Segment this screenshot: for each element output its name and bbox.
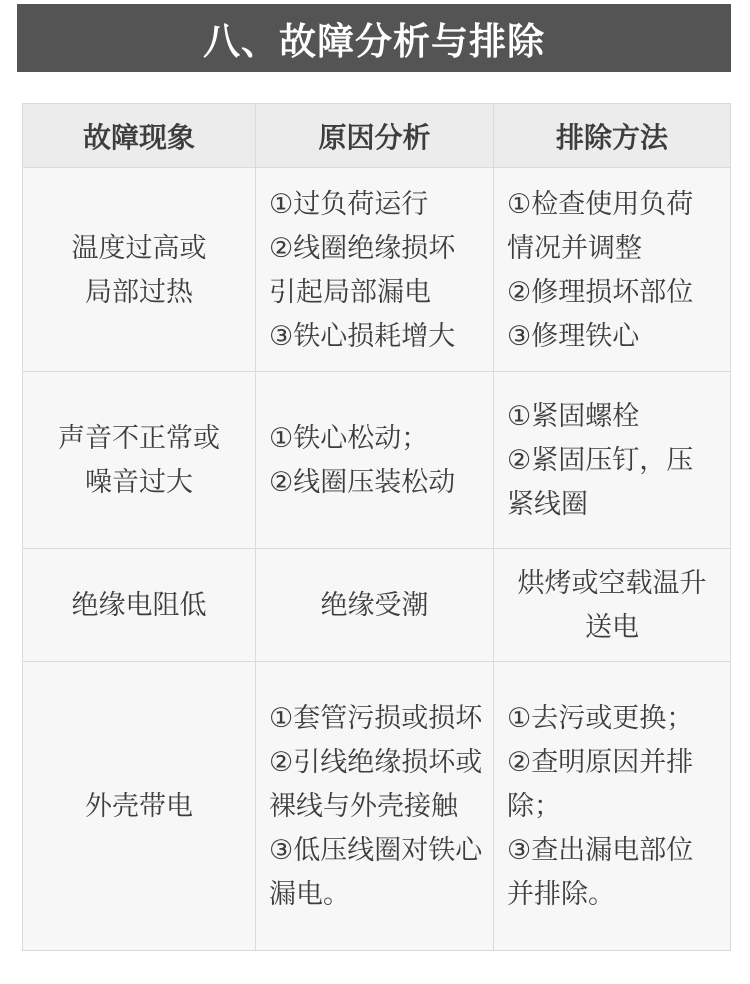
cell-phenomenon [23, 662, 256, 951]
column-header-method: 排除方法 [494, 104, 731, 168]
text-line: 噪音过大 [85, 467, 193, 497]
table-row [23, 372, 731, 549]
cell-phenomenon [23, 549, 256, 662]
text-line: ②查明原因并排 [507, 747, 694, 777]
column-header-cause: 原因分析 [256, 104, 494, 168]
text-line: 烘烤或空载温升 [517, 568, 707, 598]
text-line: ③低压线圈对铁心 [269, 835, 483, 865]
cell-method [494, 549, 731, 662]
text-line: ①过负荷运行 [269, 188, 429, 219]
text-line: 绝缘电阻低 [71, 590, 207, 620]
text-line: 绝缘受潮 [320, 590, 429, 620]
text-line: ②修理损坏部位 [507, 276, 694, 307]
text-line: ②线圈压装松动 [269, 467, 456, 497]
text-line: 送电 [585, 612, 639, 642]
cell-phenomenon [23, 372, 256, 549]
table-header-row [23, 104, 731, 168]
text-line: ③铁心损耗增大 [269, 320, 456, 351]
cell-cause [256, 372, 494, 549]
table-row [23, 662, 731, 951]
text-line: ②线圈绝缘损坏 [269, 232, 456, 263]
text-line: 引起局部漏电 [269, 276, 431, 307]
text-line: ①铁心松动； [269, 423, 429, 453]
cell-cause [256, 168, 494, 372]
text-line: 外壳带电 [85, 791, 193, 821]
text-line: 声音不正常或 [58, 423, 220, 453]
page-title: 八、故障分析与排除 [203, 21, 545, 62]
table-row [23, 168, 731, 372]
cell-method [494, 662, 731, 951]
text-line: ②引线绝缘损坏或 [269, 747, 483, 777]
text-line: ①紧固螺栓 [507, 401, 640, 431]
text-line: ②紧固压钉，压 [507, 445, 694, 475]
text-line: 除； [507, 791, 561, 821]
cell-cause [256, 549, 494, 662]
cell-method [494, 372, 731, 549]
text-line: ①检查使用负荷 [507, 188, 694, 219]
text-line: 局部过热 [85, 276, 193, 307]
text-line: ①套管污损或损坏 [269, 703, 483, 733]
text-line: 温度过高或 [71, 232, 207, 263]
text-line: 漏电。 [269, 879, 350, 909]
text-line: 裸线与外壳接触 [269, 791, 458, 821]
fault-analysis-table [22, 103, 731, 951]
text-line: 紧线圈 [507, 489, 588, 519]
cell-method [494, 168, 731, 372]
text-line: 情况并调整 [507, 232, 642, 263]
text-line: 并排除。 [507, 879, 615, 909]
cell-phenomenon [23, 168, 256, 372]
text-line: ③修理铁心 [507, 320, 640, 351]
text-line: ③查出漏电部位 [507, 835, 694, 865]
cell-cause [256, 662, 494, 951]
table-row [23, 549, 731, 662]
text-line: ①去污或更换； [507, 703, 694, 733]
section-title-banner [17, 4, 731, 72]
column-header-phenomenon: 故障现象 [23, 104, 256, 168]
